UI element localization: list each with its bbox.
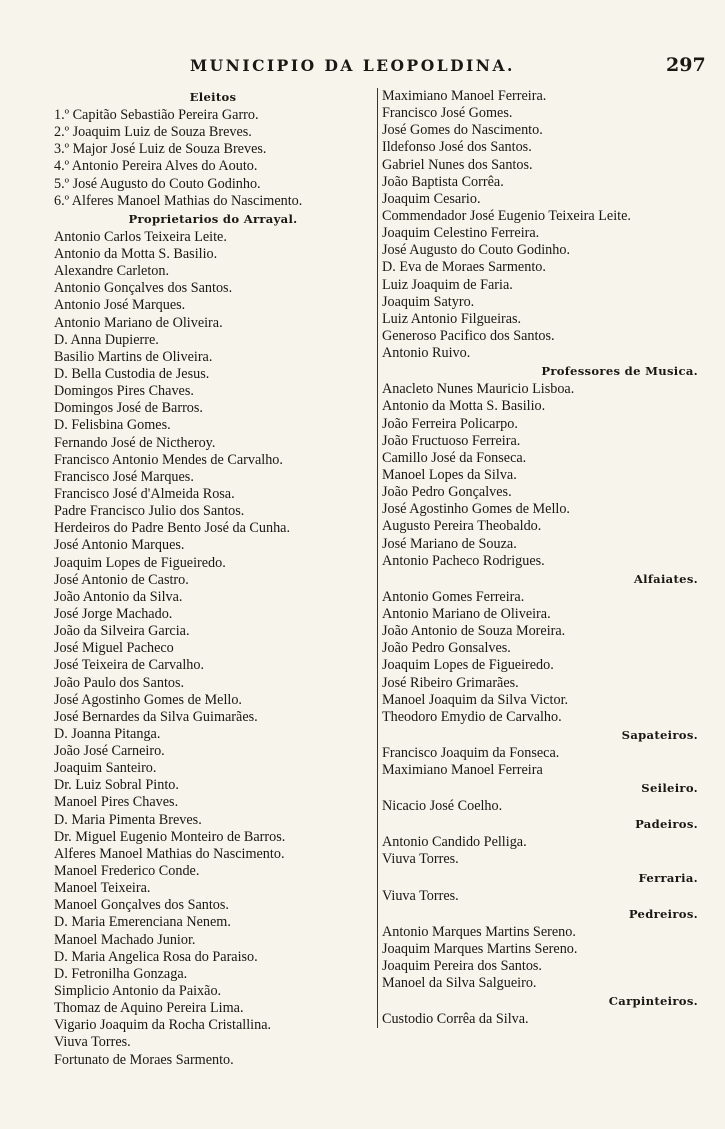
- section-list: [382, 798, 712, 815]
- section-list: [382, 745, 712, 779]
- list-item: José Antonio Marques.: [54, 537, 185, 554]
- list-item: Manoel Pires Chaves.: [54, 794, 179, 811]
- list-item: Joaquim Cesario.: [382, 190, 481, 207]
- list-item: Antonio da Motta S. Basilio.: [54, 245, 218, 262]
- list-item: Padre Francisco Julio dos Santos.: [54, 503, 245, 520]
- list-item: Antonio Mariano de Oliveira.: [54, 314, 223, 331]
- list-item: 6.º Alferes Manoel Mathias do Nascimento.: [54, 192, 303, 209]
- section-heading-eleitos: Eleitos: [189, 90, 237, 104]
- list-item: Antonio Ruivo.: [382, 345, 471, 362]
- section-heading: Seileiro.: [641, 781, 698, 796]
- section-heading: Padeiros.: [635, 817, 698, 832]
- section-list: [382, 834, 712, 868]
- list-item: Antonio Mariano de Oliveira.: [382, 605, 551, 622]
- list-item: Maximiano Manoel Ferreira.: [382, 88, 547, 104]
- trade-sections: [382, 362, 712, 1028]
- list-item: Herdeiros do Padre Bento José da Cunha.: [54, 520, 291, 537]
- section-heading: Professores de Musica.: [541, 364, 698, 379]
- list-item: José Augusto do Couto Godinho.: [382, 242, 570, 259]
- list-item: José Bernardes da Silva Guimarães.: [54, 708, 258, 725]
- list-item: João Fructuoso Ferreira.: [382, 432, 521, 449]
- list-item: 4.º Antonio Pereira Alves do Aouto.: [54, 158, 258, 175]
- list-item: Manoel Frederico Conde.: [54, 863, 200, 880]
- list-item: Maximiano Manoel Ferreira: [382, 762, 543, 779]
- page-header: [0, 52, 725, 82]
- list-item: D. Maria Pimenta Breves.: [54, 811, 202, 828]
- list-item: Viuva Torres.: [54, 1034, 131, 1051]
- list-item: José Teixeira de Carvalho.: [54, 657, 205, 674]
- list-item: João Pedro Gonsalves.: [382, 640, 511, 657]
- list-item: Luiz Antonio Filgueiras.: [382, 310, 522, 327]
- list-item: João Paulo dos Santos.: [54, 674, 185, 691]
- list-item: Joaquim Lopes de Figueiredo.: [382, 657, 554, 674]
- list-item: Dr. Miguel Eugenio Monteiro de Barros.: [54, 828, 286, 845]
- section-heading: Sapateiros.: [621, 727, 698, 742]
- list-item: Francisco Joaquim da Fonseca.: [382, 744, 560, 761]
- list-item: D. Anna Dupierre.: [54, 331, 159, 348]
- list-item: João Ferreira Policarpo.: [382, 415, 518, 432]
- list-item: Gabriel Nunes dos Santos.: [382, 156, 533, 173]
- section-heading: Alfaiates.: [633, 571, 698, 586]
- list-item: Viuva Torres.: [382, 851, 459, 868]
- list-item: João Antonio da Silva.: [54, 588, 183, 605]
- list-item: José Antonio de Castro.: [54, 571, 189, 588]
- page-number: 297: [666, 54, 706, 76]
- list-item: Basilio Martins de Oliveira.: [54, 348, 213, 365]
- list-item: Francisco José d'Almeida Rosa.: [54, 485, 235, 502]
- list-item: Joaquim Lopes de Figueiredo.: [54, 554, 226, 571]
- list-item: Antonio Carlos Teixeira Leite.: [54, 228, 227, 245]
- list-item: João Antonio de Souza Moreira.: [382, 623, 566, 640]
- list-item: Francisco José Marques.: [54, 468, 194, 485]
- right-column: [377, 88, 712, 1028]
- page-title: MUNICIPIO DA LEOPOLDINA.: [190, 56, 515, 75]
- proprietarios-list: [54, 229, 372, 1069]
- list-item: Ildefonso José dos Santos.: [382, 139, 532, 156]
- list-item: José Agostinho Gomes de Mello.: [54, 691, 242, 708]
- section-list: [382, 1011, 712, 1028]
- list-item: Commendador José Eugenio Teixeira Leite.: [382, 207, 631, 224]
- list-item: Antonio Gonçalves dos Santos.: [54, 280, 233, 297]
- list-item: José Miguel Pacheco: [54, 640, 174, 657]
- list-item: Manoel Lopes da Silva.: [382, 466, 517, 483]
- list-item: José Jorge Machado.: [54, 605, 173, 622]
- list-item: Custodio Corrêa da Silva.: [382, 1011, 529, 1028]
- list-item: D. Joanna Pitanga.: [54, 725, 161, 742]
- list-item: João José Carneiro.: [54, 743, 165, 760]
- list-item: Joaquim Satyro.: [382, 293, 475, 310]
- list-item: Joaquim Pereira dos Santos.: [382, 958, 542, 975]
- list-item: D. Maria Angelica Rosa do Paraiso.: [54, 948, 258, 965]
- section-list: [382, 924, 712, 993]
- list-item: 3.º Major José Luiz de Souza Breves.: [54, 141, 267, 158]
- list-item: Dr. Luiz Sobral Pinto.: [54, 777, 179, 794]
- list-item: Manoel da Silva Salgueiro.: [382, 975, 537, 992]
- list-item: D. Fetronilha Gonzaga.: [54, 965, 188, 982]
- list-item: D. Maria Emerenciana Nenem.: [54, 914, 231, 931]
- list-item: Antonio Candido Pelliga.: [382, 834, 527, 851]
- list-item: Antonio da Motta S. Basilio.: [382, 398, 546, 415]
- list-item: Joaquim Marques Martins Sereno.: [382, 940, 578, 957]
- list-item: José Mariano de Souza.: [382, 535, 517, 552]
- list-item: Luiz Joaquim de Faria.: [382, 276, 513, 293]
- list-item: D. Eva de Moraes Sarmento.: [382, 259, 546, 276]
- list-item: Fernando José de Nictheroy.: [54, 434, 216, 451]
- list-item: João Pedro Gonçalves.: [382, 484, 512, 501]
- list-item: Francisco José Gomes.: [382, 105, 513, 122]
- list-item: Alexandre Carleton.: [54, 263, 170, 280]
- list-item: Manoel Gonçalves dos Santos.: [54, 897, 229, 914]
- eleitos-list: [54, 107, 372, 210]
- list-item: Simplicio Antonio da Paixão.: [54, 983, 222, 1000]
- list-item: Antonio Marques Martins Sereno.: [382, 923, 576, 940]
- list-item: Domingos José de Barros.: [54, 400, 203, 417]
- list-item: Generoso Pacifico dos Santos.: [382, 327, 555, 344]
- list-item: Fortunato de Moraes Sarmento.: [54, 1051, 234, 1068]
- list-item: Joaquim Celestino Ferreira.: [382, 225, 540, 242]
- section-list: [382, 381, 712, 570]
- list-item: Anacleto Nunes Mauricio Lisboa.: [382, 381, 575, 398]
- list-item: Augusto Pereira Theobaldo.: [382, 518, 542, 535]
- list-item: 1.º Capitão Sebastião Pereira Garro.: [54, 107, 259, 123]
- section-heading: Pedreiros.: [628, 906, 698, 921]
- list-item: João da Silveira Garcia.: [54, 623, 190, 640]
- list-item: Camillo José da Fonseca.: [382, 449, 527, 466]
- list-item: João Baptista Corrêa.: [382, 173, 504, 190]
- section-list: [382, 589, 712, 726]
- list-item: Manoel Joaquim da Silva Victor.: [382, 691, 569, 708]
- list-item: Antonio Pacheco Rodrigues.: [382, 552, 545, 569]
- list-item: Thomaz de Aquino Pereira Lima.: [54, 1000, 244, 1017]
- list-item: José Agostinho Gomes de Mello.: [382, 501, 570, 518]
- list-item: Vigario Joaquim da Rocha Cristallina.: [54, 1017, 272, 1034]
- section-heading-proprietarios: Proprietarios do Arrayal.: [128, 211, 298, 226]
- list-item: Francisco Antonio Mendes de Carvalho.: [54, 451, 283, 468]
- list-item: D. Felisbina Gomes.: [54, 417, 171, 434]
- section-heading: Ferraria.: [638, 870, 698, 885]
- section-heading: Carpinteiros.: [608, 994, 698, 1009]
- list-item: Alferes Manoel Mathias do Nascimento.: [54, 845, 285, 862]
- list-item: Manoel Teixeira.: [54, 880, 151, 897]
- list-item: Manoel Machado Junior.: [54, 931, 196, 948]
- left-column: [54, 88, 372, 1069]
- list-item: Nicacio José Coelho.: [382, 798, 503, 815]
- list-item: D. Bella Custodia de Jesus.: [54, 365, 210, 382]
- section-list: [382, 888, 712, 905]
- list-item: José Ribeiro Grimarães.: [382, 674, 519, 691]
- list-item: Viuva Torres.: [382, 887, 459, 904]
- proprietarios-continued-list: [382, 88, 712, 362]
- list-item: 2.º Joaquim Luiz de Souza Breves.: [54, 124, 252, 141]
- list-item: Domingos Pires Chaves.: [54, 383, 194, 400]
- list-item: Joaquim Santeiro.: [54, 760, 157, 777]
- list-item: Antonio Gomes Ferreira.: [382, 588, 525, 605]
- list-item: 5.º José Augusto do Couto Godinho.: [54, 175, 261, 192]
- list-item: Antonio José Marques.: [54, 297, 186, 314]
- list-item: José Gomes do Nascimento.: [382, 122, 543, 139]
- list-item: Theodoro Emydio de Carvalho.: [382, 708, 562, 725]
